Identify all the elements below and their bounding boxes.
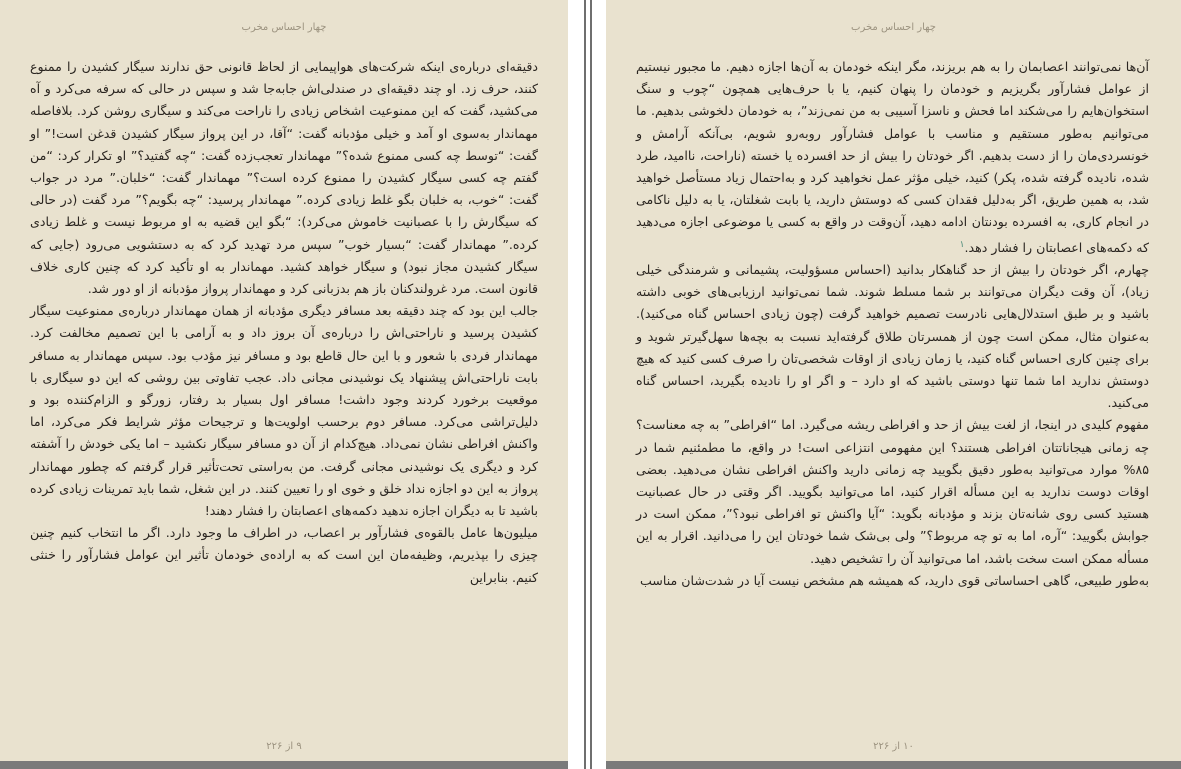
page-body xyxy=(30,56,538,589)
page-divider xyxy=(584,0,586,769)
paragraph: مفهوم کلیدی در اینجا، از لغت بیش از حد و افراطی ریشه می‌گیرد. اما “افراطی” به چه معناست؟ چه زمانی هیجاناتتان افراطی هستند؟ این مفهومی انتزاعی است! در واقع، ما مطمئنیم شما در ۸۵% موارد می‌توانید به‌طور دقیق بگویید چه زمانی دارید واکنش افراطی نشان می‌دهید. بعضی اوقات دوست ندارید به این مسأله اقرار کنید، اما می‌توانید بگویید. اگر وقتی در حال عصبانیت هستید کسی روی شانه‌تان بزند و مؤدبانه بگوید: “آیا واکنش تو افراطی نبود؟”، ممکن است در جوابش بگویید: “آره، اما به تو چه مربوط؟” ولی بی‌شک شما خودتان این را می‌دانید. اقرار به این مسأله ممکن است سخت باشد، اما می‌توانید آن را تشخیص دهید. xyxy=(636,417,1149,566)
paragraph xyxy=(636,56,1149,259)
page-number: ۱۰ از ۲۲۶ xyxy=(873,741,914,752)
page-number: ۹ از ۲۲۶ xyxy=(266,741,302,752)
paragraph: به‌طور طبیعی، گاهی احساساتی قوی دارید، که همیشه هم مشخص نیست آیا در شدت‌شان مناسب xyxy=(639,572,1149,588)
paragraph: دقیقه‌ای درباره‌ی اینکه شرکت‌های هواپیمایی از لحاظ قانونی حق ندارند سیگار کشیدن را ممنوع کنند، حرف زد. او چند دقیقه‌ای در صندلی‌اش جابه‌جا شد و سپس در حالی که سرفه می‌کرد و آه می‌کشید، گفت که این ممنوعیت اشخاص زیادی را ناراحت می‌کند و سیگاری روشن کرد. بلافاصله مهماندار به‌سوی او آمد و خیلی مؤدبانه گفت: “آقا، در این پرواز سیگار کشیدن قدغن است!” او گفت: “توسط چه کسی ممنوع شده؟” مهماندار تعجب‌زده گفت: “چه گفتید؟” او تکرار کرد: “من گفتم چه کسی سیگار کشیدن را ممنوع کرده است؟” مهماندار گفت: “خلبان.” مرد در جواب گفت: “خوب، به خلبان بگو غلط زیادی کرده.” مهماندار پرسید: “چه بگویم؟” مرد گفت (در حالی که سیگارش را با عصبانیت خاموش می‌کرد): “بگو این قضیه به او مربوط نیست و غلط زیادی کرده.” مهماندار گفت: “بسیار خوب” سپس مرد تهدید کرد که به دستشویی می‌رود (جایی که سیگار کشیدن مجاز نبود) و سیگار خواهد کشید. مهماندار به او تأکید کرد که چنین کاری خلاف قانون است. مرد غرولندکنان باز هم بدزبانی کرد و مهماندار پرواز مؤدبانه از او دور شد. xyxy=(30,59,538,297)
paragraph: میلیون‌ها عامل بالقوه‌ی فشارآور بر اعصاب، در اطراف ما وجود دارد. اگر ما انتخاب کنیم چنین چیزی را بپذیریم، وظیفه‌مان این است که به اراده‌ی خودمان تأثیر این عوامل فشارآور را خنثی کنیم. بنابراین xyxy=(30,525,538,585)
right-page xyxy=(606,0,1181,761)
paragraph-text: آن‌ها نمی‌توانند اعصابمان را به هم بریزند، مگر اینکه خودمان به آن‌ها اجازه دهیم. ما مجبور نیستیم از عوامل فشارآور بگریزیم و خودمان را پنهان کنیم، یا با حرف‌هایی همچون “چوب و سنگ استخوان‌هایم را می‌شکند اما فحش و ناسزا آسیبی به من نمی‌زند”، به خودمان دلخوشی بدهیم. ما می‌توانیم به‌طور مستقیم و مناسب با عوامل فشارآور روبه‌رو شویم، بی‌آنکه آرامش و خونسردی‌مان را از دست بدهیم. اگر خودتان را بیش از حد افسرده یا خسته (ناراحت، ناامید، طرد شده، نادیده گرفته شده، پکر) کنید، خیلی مؤثر عمل نخواهید کرد و به‌احتمال زیاد مستأصل خواهید شد، به همین طریق، اگر به‌دلیل فقدان کسی که دوستش دارید، یا بابت شغلتان، یا به دلیل ناکامی در انجام کاری، به افسرده بودنتان ادامه دهید، آن‌وقت در واقع به کسی یا موضوعی اجازه می‌دهید که دکمه‌های اعصابتان را فشار دهد. xyxy=(636,59,1149,255)
page-divider xyxy=(590,0,592,769)
footnote-link[interactable]: ۱ xyxy=(959,239,965,250)
running-head: چهار احساس مخرب xyxy=(851,22,936,33)
page-body xyxy=(636,56,1149,592)
bottom-scroll-bar[interactable] xyxy=(606,761,1181,769)
running-head: چهار احساس مخرب xyxy=(241,22,327,33)
left-page xyxy=(0,0,568,761)
paragraph: چهارم، اگر خودتان را بیش از حد گناهکار بدانید (احساس مسؤولیت، پشیمانی و شرمندگی خیلی زیاد)، آن وقت دیگران می‌توانند بر شما مسلط شوند. شما نمی‌توانید ارزیابی‌های خوبی داشته باشید و بر طبق استدلال‌هایی نادرست تصمیم خواهید گرفت (چون زیادی احساس گناه می‌کنید). به‌عنوان مثال، ممکن است چون از همسرتان طلاق گرفته‌اید نسبت به بچه‌ها سهل‌گیرتر شوید و برای چنین کاری احساس گناه کنید، یا زمان زیادی از اوقات شخصی‌تان را صرف کسی کنید که هیچ دوستش ندارید اما شما تنها دوستی باشید که او دارد – و اگر او را نادیده بگیرید، احساس گناه می‌کنید. xyxy=(636,262,1149,411)
paragraph: جالب این بود که چند دقیقه بعد مسافر دیگری مؤدبانه از همان مهماندار درباره‌ی ممنوعیت سیگار کشیدن پرسید و ناراحتی‌اش را درباره‌ی آن بروز داد و به آرامی با این تصمیم مخالفت کرد. مهماندار فردی با شعور و با این حال قاطع بود و مسافر نیز مؤدب بود. سپس مهماندار به مسافر بابت ناراحتی‌اش پیشنهاد یک نوشیدنی مجانی داد. عجب تفاوتی بین روشی که این دو سیگاری با موقعیت برخورد کردند وجود داشت! مسافر اول بسیار بد رفتار، زورگو و الزام‌کننده بود و دلیل‌تراشی می‌کرد. مسافر دوم برحسب اولویت‌ها و ترجیحات مؤثر شرایط فکر می‌کرد، اما واکنش افراطی نشان نمی‌داد. هیچ‌کدام از آن دو مسافر سیگار نکشید – اما یکی خودش را آشفته کرد و دیگری یک نوشیدنی مجانی گرفت. من به‌راستی تحت‌تأثیر قرار گرفتم که چطور مهماندار پرواز به این دو اجازه نداد خلق و خوی او را تعیین کنند. در این شغل، شما باید تمرینات زیادی کرده باشید تا به دیگران اجازه ندهید دکمه‌های اعصابتان را فشار دهند! xyxy=(30,303,538,519)
bottom-scroll-bar[interactable] xyxy=(0,761,568,769)
